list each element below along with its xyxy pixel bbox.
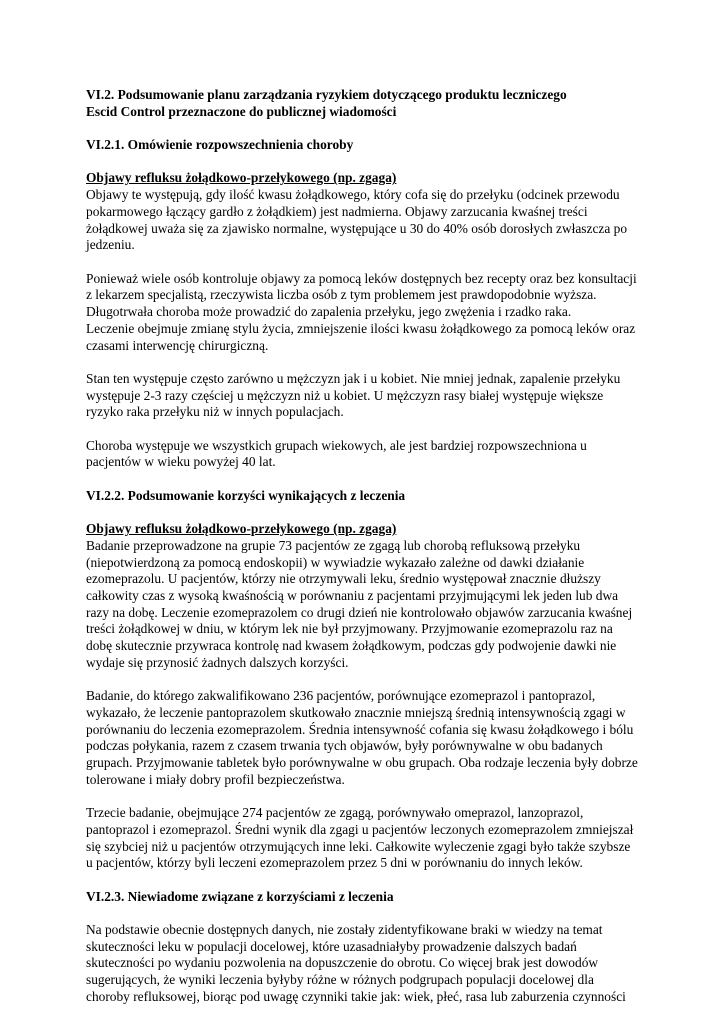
main-title-line: VI.2. Podsumowanie planu zarządzania ryzykiem dotyczącego produktu leczniczego bbox=[86, 87, 567, 102]
text-line: podczas połykania, razem z czasem trwania tych objawów, były porównywalne w obu badanych bbox=[86, 738, 603, 754]
text-line: Badanie przeprowadzone na grupie 73 pacjentów ze zgagą lub chorobą refluksową przełyku bbox=[86, 537, 581, 553]
text-line: u pacjentów, którzy byli leczeni ezomeprazolem przez 5 dni w porównaniu do innych leków. bbox=[86, 855, 583, 871]
text-line: pantoprazol i ezomeprazol. Średni wynik dla zgagi u pacjentów leczonych ezomeprazolem zmniejszał bbox=[86, 821, 634, 837]
main-title-line: Escid Control przeznaczone do publicznej wiadomości bbox=[86, 103, 397, 119]
text-line: skuteczności leku w populacji docelowej, które uzasadniałyby prowadzenie dalszych badań bbox=[86, 938, 577, 954]
text-line: porównaniu do leczenia ezomeprazolem. Średnia intensywność cofania się kwasu żołądkowego i bólu bbox=[86, 721, 634, 737]
paragraph bbox=[86, 371, 646, 421]
paragraph bbox=[86, 538, 646, 672]
paragraph bbox=[86, 271, 646, 355]
text-line: dobę skutecznie przywraca kontrolę nad kwasem żołądkowym, podczas gdy podwojenie dawki nie bbox=[86, 638, 617, 654]
text-line: z lekarzem specjalistą, rzeczywista liczba osób z tym problemem jest prawdopodobnie wyższa. bbox=[86, 287, 597, 303]
text-line: Choroba występuje we wszystkich grupach wiekowych, ale jest bardziej rozpowszechniona u bbox=[86, 437, 587, 453]
document-page bbox=[86, 87, 646, 1006]
paragraph bbox=[86, 438, 646, 471]
paragraph bbox=[86, 805, 646, 872]
text-line: ezomeprazolu. U pacjentów, którzy nie otrzymywali leku, średnio występował znacznie dłuższy bbox=[86, 571, 601, 587]
text-line: całkowity czas z wysoką kwaśnością w porównaniu z pacjentami przyjmującymi lek jeden lub dwa bbox=[86, 587, 619, 603]
text-line: Długotrwała choroba może prowadzić do zapalenia przełyku, jego zwężenia i rzadko raka. bbox=[86, 304, 572, 320]
text-line: razy na dobę. Leczenie ezomeprazolem co drugi dzień nie kontrolowało objawów zarzucania kwaśnej bbox=[86, 604, 633, 620]
text-line: pacjentów w wieku powyżej 40 lat. bbox=[86, 454, 276, 470]
text-line: się szybciej niż u pacjentów otrzymujących inne leki. Całkowite wyleczenie zgagi było także szybsze bbox=[86, 838, 631, 854]
text-line: ryzyko raka przełyku niż w innych populacjach. bbox=[86, 404, 344, 420]
text-line: tolerowane i miały dobry profil bezpieczeństwa. bbox=[86, 771, 345, 787]
text-line: grupach. Przyjmowanie tabletek było porównywalne w obu grupach. Oba rodzaje leczenia były dobrze bbox=[86, 755, 638, 770]
text-line: treści żołądkowej w dniu, w którym lek nie był przyjmowany. Przyjmowanie ezomeprazolu raz na bbox=[86, 621, 613, 637]
paragraph bbox=[86, 922, 646, 1006]
section-subheading: Objawy refluksu żołądkowo-przełykowego (np. zgaga) bbox=[86, 521, 397, 537]
text-line: (niepotwierdzoną za pomocą endoskopii) w wywiadzie wykazało zależne od dawki działanie bbox=[86, 554, 585, 570]
text-line: Leczenie obejmuje zmianę stylu życia, zmniejszenie ilości kwasu żołądkowego za pomocą leków oraz bbox=[86, 320, 636, 336]
text-line: Na podstawie obecnie dostępnych danych, nie zostały zidentyfikowane braki w wiedzy na temat bbox=[86, 921, 603, 937]
paragraph bbox=[86, 187, 646, 254]
section-heading-2-3: VI.2.3. Niewiadome związane z korzyściami z leczenia bbox=[86, 888, 394, 904]
section-heading-2-1: VI.2.1. Omówienie rozpowszechnienia choroby bbox=[86, 137, 354, 153]
text-line: żołądkowej uważa się za zjawisko normalne, występujące u 30 do 40% osób dorosłych zwłaszcza po bbox=[86, 220, 628, 236]
text-line: wykazało, że leczenie pantoprazolem skutkowało znacznie mniejszą średnią intensywnością zgagi w bbox=[86, 704, 626, 720]
section-subheading: Objawy refluksu żołądkowo-przełykowego (np. zgaga) bbox=[86, 170, 397, 186]
text-line: Ponieważ wiele osób kontroluje objawy za pomocą leków dostępnych bez recepty oraz bez konsultacji bbox=[86, 270, 637, 286]
text-line: Badanie, do którego zakwalifikowano 236 pacjentów, porównujące ezomeprazol i pantoprazol, bbox=[86, 688, 596, 704]
text-line: jedzeniu. bbox=[86, 237, 135, 253]
text-line: wydaje się przynosić żadnych dalszych korzyści. bbox=[86, 654, 349, 670]
text-line: skuteczności po wydaniu pozwolenia na dopuszczenie do obrotu. Co więcej brak jest dowodów bbox=[86, 955, 599, 971]
main-title bbox=[86, 87, 646, 120]
section-heading-2-2: VI.2.2. Podsumowanie korzyści wynikających z leczenia bbox=[86, 487, 406, 503]
text-line: sugerujących, że wyniki leczenia byłyby różne w różnych podgrupach populacji docelowej dla bbox=[86, 972, 594, 988]
paragraph bbox=[86, 688, 646, 788]
text-line: choroby refluksowej, biorąc pod uwagę czynniki takie jak: wiek, płeć, rasa lub zaburzenia czynności bbox=[86, 988, 626, 1004]
text-line: pokarmowego łączący gardło z żołądkiem) jest nadmierna. Objawy zarzucania kwaśnej treści bbox=[86, 203, 588, 219]
text-line: czasami interwencję chirurgiczną. bbox=[86, 337, 269, 353]
text-line: Objawy te występują, gdy ilość kwasu żołądkowego, który cofa się do przełyku (odcinek przewodu bbox=[86, 187, 620, 203]
text-line: występuje 2-3 razy częściej u mężczyzn niż u kobiet. U mężczyzn rasy białej występuje większe bbox=[86, 387, 604, 403]
text-line: Stan ten występuje często zarówno u mężczyzn jak i u kobiet. Nie mniej jednak, zapalenie przełyku bbox=[86, 370, 621, 386]
text-line: Trzecie badanie, obejmujące 274 pacjentów ze zgagą, porównywało omeprazol, lanzoprazol, bbox=[86, 805, 584, 821]
